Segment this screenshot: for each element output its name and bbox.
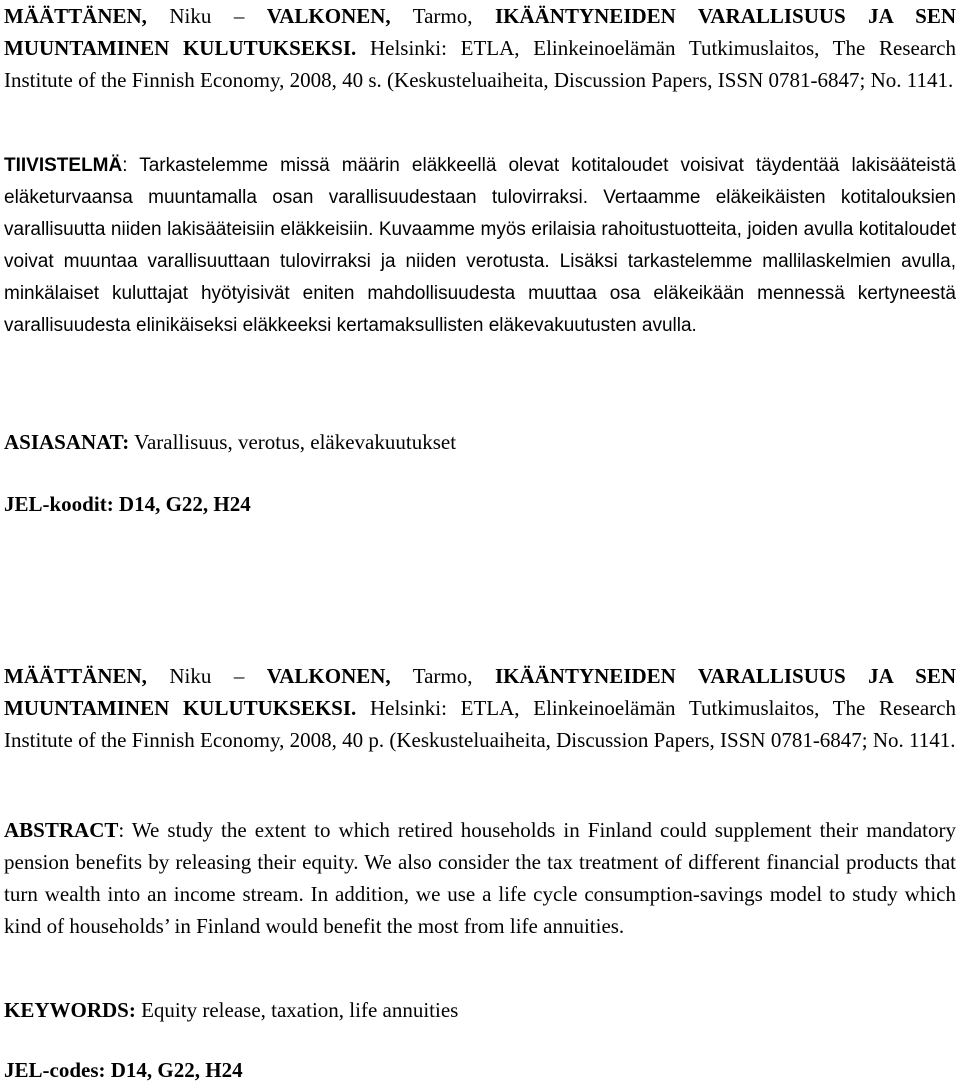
summary-body: : Tarkastelemme missä määrin eläkkeellä olevat kotitaloudet voisivat täydentää lakisääteistä eläketurvaansa muuntamalla osan varallisuudestaan tulovirraksi. Vertaamme eläkeikäisten kotitalouksien varallisuutta niiden lakisääteisiin eläkkeisiin. Kuvaamme myös erilaisia rahoitustuotteita, joiden avulla kotitaloudet voivat muuntaa varallisuuttaan tulovirraksi ja niiden verotusta. Lisäksi tarkastelemme mallilaskelmien avulla, minkälaiset kuluttajat hyötyisivät eniten mahdollisuudesta muuttaa osa eläkeikään mennessä kertyneestä varallisuudesta elinikäiseksi eläkkeeksi kertamaksullisten eläkevakuutusten avulla. — [4, 155, 956, 336]
keywords-fi-label: ASIASANAT: — [4, 430, 130, 454]
keywords-en-label: KEYWORDS: — [4, 998, 136, 1022]
citation-title: IKÄÄNTYNEIDEN VARALLISUUS JA SEN MUUNTAMINEN KULUTUKSEKSI. — [4, 4, 956, 60]
keywords-fi-text — [4, 426, 956, 458]
abstract-en-text — [4, 814, 956, 942]
citation-details: Helsinki: ETLA, Elinkeinoelämän Tutkimuslaitos, The Research Institute of the Finnish Economy, 2008, 40 s. (Keskusteluaiheita, Discussion Papers, ISSN 0781-6847; No. 1141. — [4, 36, 956, 92]
jel-en-text — [4, 1054, 956, 1086]
summary-fi-text — [4, 150, 956, 342]
citation-details-en: Helsinki: ETLA, Elinkeinoelämän Tutkimuslaitos, The Research Institute of the Finnish Economy, 2008, 40 p. (Keskusteluaiheita, Discussion Papers, ISSN 0781-6847; No. 1141. — [4, 696, 956, 752]
summary-fi — [4, 150, 956, 342]
jel-en-label: JEL-codes: D14, G22, H24 — [4, 1058, 243, 1082]
abstract-label: ABSTRACT — [4, 818, 119, 842]
keywords-en — [4, 994, 956, 1026]
citation-title-en: IKÄÄNTYNEIDEN VARALLISUUS JA SEN MUUNTAMINEN KULUTUKSEKSI. — [4, 664, 956, 720]
author-2-surname: VALKONEN, — [266, 4, 391, 28]
author-1-given-en: Niku – — [146, 664, 267, 688]
abstract-body: : We study the extent to which retired households in Finland could supplement their mandatory pension benefits by releasing their equity. We also consider the tax treatment of different financial products that turn wealth into an income stream. In addition, we use a life cycle consumption-savings model to study which kind of households’ in Finland would benefit the most from life annuities. — [4, 818, 956, 938]
keywords-fi-values: Varallisuus, verotus, eläkevakuutukset — [129, 430, 457, 454]
author-1-surname-en: MÄÄTTÄNEN, — [4, 664, 147, 688]
jel-fi-text — [4, 488, 956, 520]
jel-fi — [4, 488, 956, 520]
abstract-en — [4, 814, 956, 942]
author-2-given: Tarmo, — [390, 4, 495, 28]
jel-fi-label: JEL-koodit: D14, G22, H24 — [4, 492, 251, 516]
summary-label: TIIVISTELMÄ — [4, 155, 123, 176]
citation-fi — [4, 0, 956, 96]
keywords-en-values: Equity release, taxation, life annuities — [135, 998, 459, 1022]
jel-en — [4, 1054, 956, 1086]
author-2-surname-en: VALKONEN, — [266, 664, 391, 688]
keywords-en-text — [4, 994, 956, 1026]
author-1-given: Niku – — [146, 4, 267, 28]
keywords-fi — [4, 426, 956, 458]
citation-en — [4, 660, 956, 756]
author-1-surname: MÄÄTTÄNEN, — [4, 4, 147, 28]
citation-fi-text — [4, 0, 956, 96]
author-2-given-en: Tarmo, — [390, 664, 495, 688]
citation-en-text — [4, 660, 956, 756]
